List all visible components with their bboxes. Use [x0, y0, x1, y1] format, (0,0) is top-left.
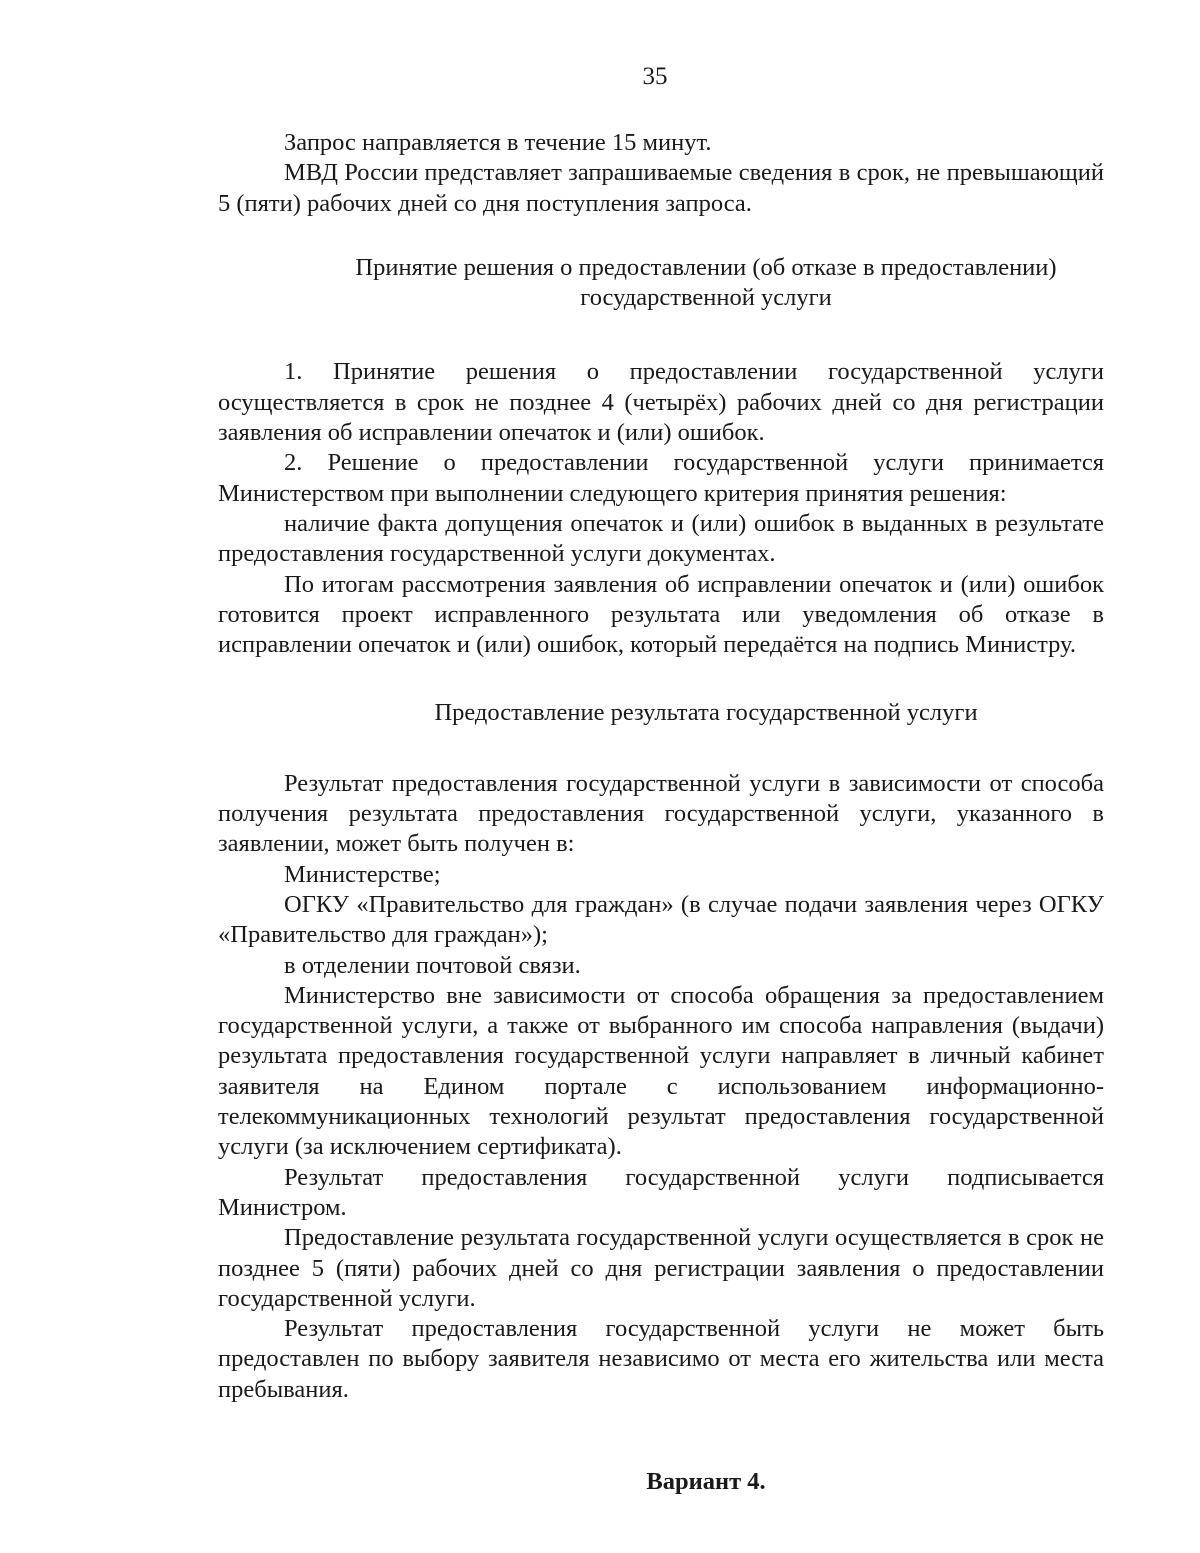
section-intro: [218, 128, 1104, 219]
section-result: [218, 769, 1104, 1405]
document-body: [218, 128, 1104, 1497]
paragraph: Запрос направляется в течение 15 минут.: [284, 129, 712, 156]
paragraph: Предоставление результата государственной услуги осуществляется в срок не позднее 5 (пяти) рабочих дней со дня регистрации заявления о предоставлении государственной услуги.: [218, 1224, 1104, 1312]
paragraph: МВД России представляет запрашиваемые сведения в срок, не превышающий 5 (пяти) рабочих дней со дня поступления запроса.: [218, 159, 1104, 217]
section-heading-result: Предоставление результата государственной услуги: [434, 699, 978, 727]
paragraph: Результат предоставления государственной услуги не может быть предоставлен по выбору заявителя независимо от места его жительства или места пребывания.: [218, 1315, 1104, 1403]
heading-line: государственной услуги: [580, 284, 832, 312]
paragraph: Результат предоставления государственной услуги в зависимости от способа получения результата предоставления государственной услуги, указанного в заявлении, может быть получен в:: [218, 769, 1104, 858]
paragraph: ОГКУ «Правительство для граждан» (в случае подачи заявления через ОГКУ «Правительство для граждан»);: [218, 890, 1104, 949]
paragraph: наличие факта допущения опечаток и (или) ошибок в выданных в результате предоставления государственной услуги документах.: [218, 509, 1104, 568]
paragraph: Министерстве;: [284, 860, 441, 888]
paragraph: Министерство вне зависимости от способа обращения за предоставлением государственной услуги, а также от выбранного им способа направления (выдачи) результата предоставления государственной услуги направляет в личный кабинет заявителя на Едином портале с использованием информационно-телекоммуникационных технологий результат предоставления государственной услуги (за исключением сертификата).: [218, 981, 1104, 1161]
paragraph: Результат предоставления государственной услуги подписывается Министром.: [218, 1163, 1104, 1221]
paragraph: 2. Решение о предоставлении государственной услуги принимается Министерством при выполнении следующего критерия принятия решения:: [218, 449, 1104, 507]
section-heading-decision: [218, 253, 1104, 314]
heading-line: Принятие решения о предоставлении (об отказе в предоставлении): [355, 253, 1057, 281]
page-number: 35: [642, 63, 668, 90]
paragraph: в отделении почтовой связи.: [284, 951, 581, 979]
paragraph: 1. Принятие решения о предоставлении государственной услуги осуществляется в срок не позднее 4 (четырёх) рабочих дней со дня регистрации заявления об исправлении опечаток и (или) ошибок.: [218, 358, 1104, 447]
paragraph: По итогам рассмотрения заявления об исправлении опечаток и (или) ошибок готовится проект исправленного результата или уведомления об отказе в исправлении опечаток и (или) ошибок, который передаётся на подпись Министру.: [218, 570, 1104, 659]
section-decision: [218, 357, 1104, 660]
variant-heading: Вариант 4.: [646, 1467, 766, 1495]
